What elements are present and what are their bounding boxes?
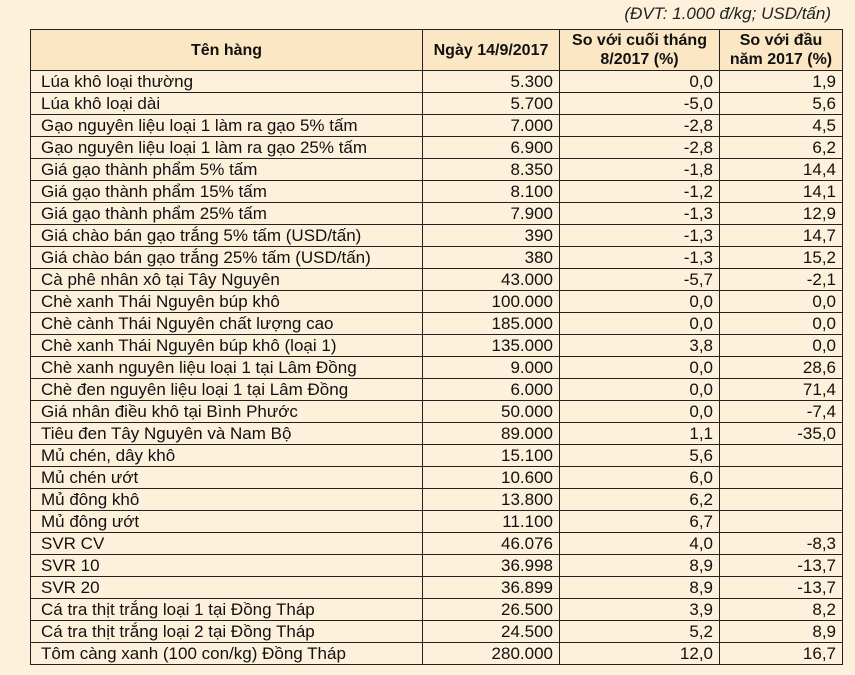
table-row <box>31 489 843 511</box>
table-row <box>31 379 843 401</box>
cell-vs-year: 14,4 <box>720 159 843 181</box>
cell-name: SVR CV <box>31 533 423 555</box>
cell-vs-year <box>720 445 843 467</box>
cell-vs-year: 28,6 <box>720 357 843 379</box>
table-row <box>31 335 843 357</box>
table-row <box>31 159 843 181</box>
cell-vs-year: 6,2 <box>720 137 843 159</box>
price-table <box>30 29 843 665</box>
cell-vs-aug: 0,0 <box>560 401 720 423</box>
cell-price: 10.600 <box>423 467 560 489</box>
cell-vs-year: -2,1 <box>720 269 843 291</box>
cell-name: Giá chào bán gạo trắng 5% tấm (USD/tấn) <box>31 225 423 247</box>
cell-vs-year: -35,0 <box>720 423 843 445</box>
cell-price: 8.100 <box>423 181 560 203</box>
cell-name: Lúa khô loại dài <box>31 93 423 115</box>
cell-name: Chè xanh nguyên liệu loại 1 tại Lâm Đồng <box>31 357 423 379</box>
table-row <box>31 555 843 577</box>
cell-name: Cá tra thịt trắng loại 2 tại Đồng Tháp <box>31 621 423 643</box>
cell-vs-year: -7,4 <box>720 401 843 423</box>
cell-vs-year: 8,2 <box>720 599 843 621</box>
cell-vs-year: 14,7 <box>720 225 843 247</box>
cell-price: 89.000 <box>423 423 560 445</box>
cell-price: 7.900 <box>423 203 560 225</box>
cell-vs-year: 5,6 <box>720 93 843 115</box>
cell-name: Giá chào bán gạo trắng 25% tấm (USD/tấn) <box>31 247 423 269</box>
cell-vs-aug: 1,1 <box>560 423 720 445</box>
table-row <box>31 291 843 313</box>
cell-name: Giá nhân điều khô tại Bình Phước <box>31 401 423 423</box>
cell-vs-aug: 0,0 <box>560 313 720 335</box>
table-row <box>31 203 843 225</box>
cell-name: Mủ chén, dây khô <box>31 445 423 467</box>
cell-name: Gạo nguyên liệu loại 1 làm ra gạo 25% tấm <box>31 137 423 159</box>
cell-vs-aug: 5,6 <box>560 445 720 467</box>
cell-vs-aug: -2,8 <box>560 115 720 137</box>
table-row <box>31 445 843 467</box>
cell-vs-aug: -1,2 <box>560 181 720 203</box>
cell-vs-aug: -1,3 <box>560 225 720 247</box>
cell-vs-year: -8,3 <box>720 533 843 555</box>
table-row <box>31 269 843 291</box>
cell-vs-year: 15,2 <box>720 247 843 269</box>
cell-price: 50.000 <box>423 401 560 423</box>
cell-name: Cá tra thịt trắng loại 1 tại Đồng Tháp <box>31 599 423 621</box>
cell-price: 36.998 <box>423 555 560 577</box>
cell-vs-aug: 0,0 <box>560 291 720 313</box>
cell-name: Cà phê nhân xô tại Tây Nguyên <box>31 269 423 291</box>
table-row <box>31 115 843 137</box>
cell-price: 380 <box>423 247 560 269</box>
cell-vs-year: 1,9 <box>720 71 843 93</box>
cell-price: 7.000 <box>423 115 560 137</box>
cell-vs-year: 71,4 <box>720 379 843 401</box>
cell-vs-aug: 0,0 <box>560 379 720 401</box>
cell-vs-aug: 6,0 <box>560 467 720 489</box>
cell-price: 13.800 <box>423 489 560 511</box>
cell-vs-year: -13,7 <box>720 577 843 599</box>
cell-price: 36.899 <box>423 577 560 599</box>
cell-name: Chè đen nguyên liệu loại 1 tại Lâm Đồng <box>31 379 423 401</box>
cell-name: Tôm càng xanh (100 con/kg) Đồng Tháp <box>31 643 423 665</box>
table-row <box>31 137 843 159</box>
cell-price: 6.900 <box>423 137 560 159</box>
table-row <box>31 599 843 621</box>
table-header-row <box>31 30 843 71</box>
cell-name: Mủ đông khô <box>31 489 423 511</box>
cell-name: SVR 20 <box>31 577 423 599</box>
cell-vs-aug: -1,3 <box>560 247 720 269</box>
cell-vs-aug: 0,0 <box>560 357 720 379</box>
cell-name: Chè xanh Thái Nguyên búp khô (loại 1) <box>31 335 423 357</box>
cell-vs-year <box>720 489 843 511</box>
table-row <box>31 467 843 489</box>
cell-name: Chè cành Thái Nguyên chất lượng cao <box>31 313 423 335</box>
cell-vs-year <box>720 511 843 533</box>
cell-vs-aug: 3,8 <box>560 335 720 357</box>
header-date: Ngày 14/9/2017 <box>423 30 560 71</box>
cell-name: Lúa khô loại thường <box>31 71 423 93</box>
cell-price: 280.000 <box>423 643 560 665</box>
table-row <box>31 621 843 643</box>
table-row <box>31 577 843 599</box>
cell-vs-aug: 0,0 <box>560 71 720 93</box>
cell-vs-year: 12,9 <box>720 203 843 225</box>
cell-name: Mủ chén ướt <box>31 467 423 489</box>
table-row <box>31 93 843 115</box>
cell-vs-aug: -1,3 <box>560 203 720 225</box>
cell-vs-year: 0,0 <box>720 335 843 357</box>
cell-price: 5.700 <box>423 93 560 115</box>
table-body <box>31 71 843 665</box>
table-row <box>31 511 843 533</box>
cell-name: Giá gạo thành phẩm 15% tấm <box>31 181 423 203</box>
cell-name: SVR 10 <box>31 555 423 577</box>
cell-price: 390 <box>423 225 560 247</box>
cell-vs-aug: 5,2 <box>560 621 720 643</box>
cell-vs-year: 0,0 <box>720 291 843 313</box>
cell-vs-year <box>720 467 843 489</box>
cell-price: 6.000 <box>423 379 560 401</box>
table-row <box>31 313 843 335</box>
cell-vs-aug: 4,0 <box>560 533 720 555</box>
header-name: Tên hàng <box>31 30 423 71</box>
cell-vs-year: -13,7 <box>720 555 843 577</box>
cell-name: Giá gạo thành phẩm 5% tấm <box>31 159 423 181</box>
cell-vs-aug: -2,8 <box>560 137 720 159</box>
cell-price: 100.000 <box>423 291 560 313</box>
cell-vs-aug: -1,8 <box>560 159 720 181</box>
table-row <box>31 643 843 665</box>
table-row <box>31 423 843 445</box>
cell-price: 46.076 <box>423 533 560 555</box>
cell-vs-aug: 8,9 <box>560 555 720 577</box>
cell-vs-year: 14,1 <box>720 181 843 203</box>
cell-price: 15.100 <box>423 445 560 467</box>
cell-vs-year: 8,9 <box>720 621 843 643</box>
cell-price: 26.500 <box>423 599 560 621</box>
table-row <box>31 71 843 93</box>
cell-price: 24.500 <box>423 621 560 643</box>
cell-name: Mủ đông ướt <box>31 511 423 533</box>
table-row <box>31 247 843 269</box>
cell-vs-aug: -5,0 <box>560 93 720 115</box>
cell-price: 135.000 <box>423 335 560 357</box>
cell-vs-year: 4,5 <box>720 115 843 137</box>
cell-price: 8.350 <box>423 159 560 181</box>
cell-vs-year: 0,0 <box>720 313 843 335</box>
cell-price: 185.000 <box>423 313 560 335</box>
header-vs-aug: So với cuối tháng 8/2017 (%) <box>560 30 720 71</box>
cell-vs-aug: 6,7 <box>560 511 720 533</box>
table-row <box>31 401 843 423</box>
unit-note: (ĐVT: 1.000 đ/kg; USD/tấn) <box>624 4 831 23</box>
cell-name: Chè xanh Thái Nguyên búp khô <box>31 291 423 313</box>
table-row <box>31 181 843 203</box>
cell-price: 9.000 <box>423 357 560 379</box>
cell-name: Tiêu đen Tây Nguyên và Nam Bộ <box>31 423 423 445</box>
cell-name: Giá gạo thành phẩm 25% tấm <box>31 203 423 225</box>
cell-price: 11.100 <box>423 511 560 533</box>
cell-vs-year: 16,7 <box>720 643 843 665</box>
cell-vs-aug: 6,2 <box>560 489 720 511</box>
cell-vs-aug: -5,7 <box>560 269 720 291</box>
table-row <box>31 533 843 555</box>
cell-vs-aug: 12,0 <box>560 643 720 665</box>
cell-price: 43.000 <box>423 269 560 291</box>
table-row <box>31 225 843 247</box>
cell-name: Gạo nguyên liệu loại 1 làm ra gạo 5% tấm <box>31 115 423 137</box>
cell-price: 5.300 <box>423 71 560 93</box>
header-vs-year: So với đầu năm 2017 (%) <box>720 30 843 71</box>
cell-vs-aug: 3,9 <box>560 599 720 621</box>
cell-vs-aug: 8,9 <box>560 577 720 599</box>
table-row <box>31 357 843 379</box>
